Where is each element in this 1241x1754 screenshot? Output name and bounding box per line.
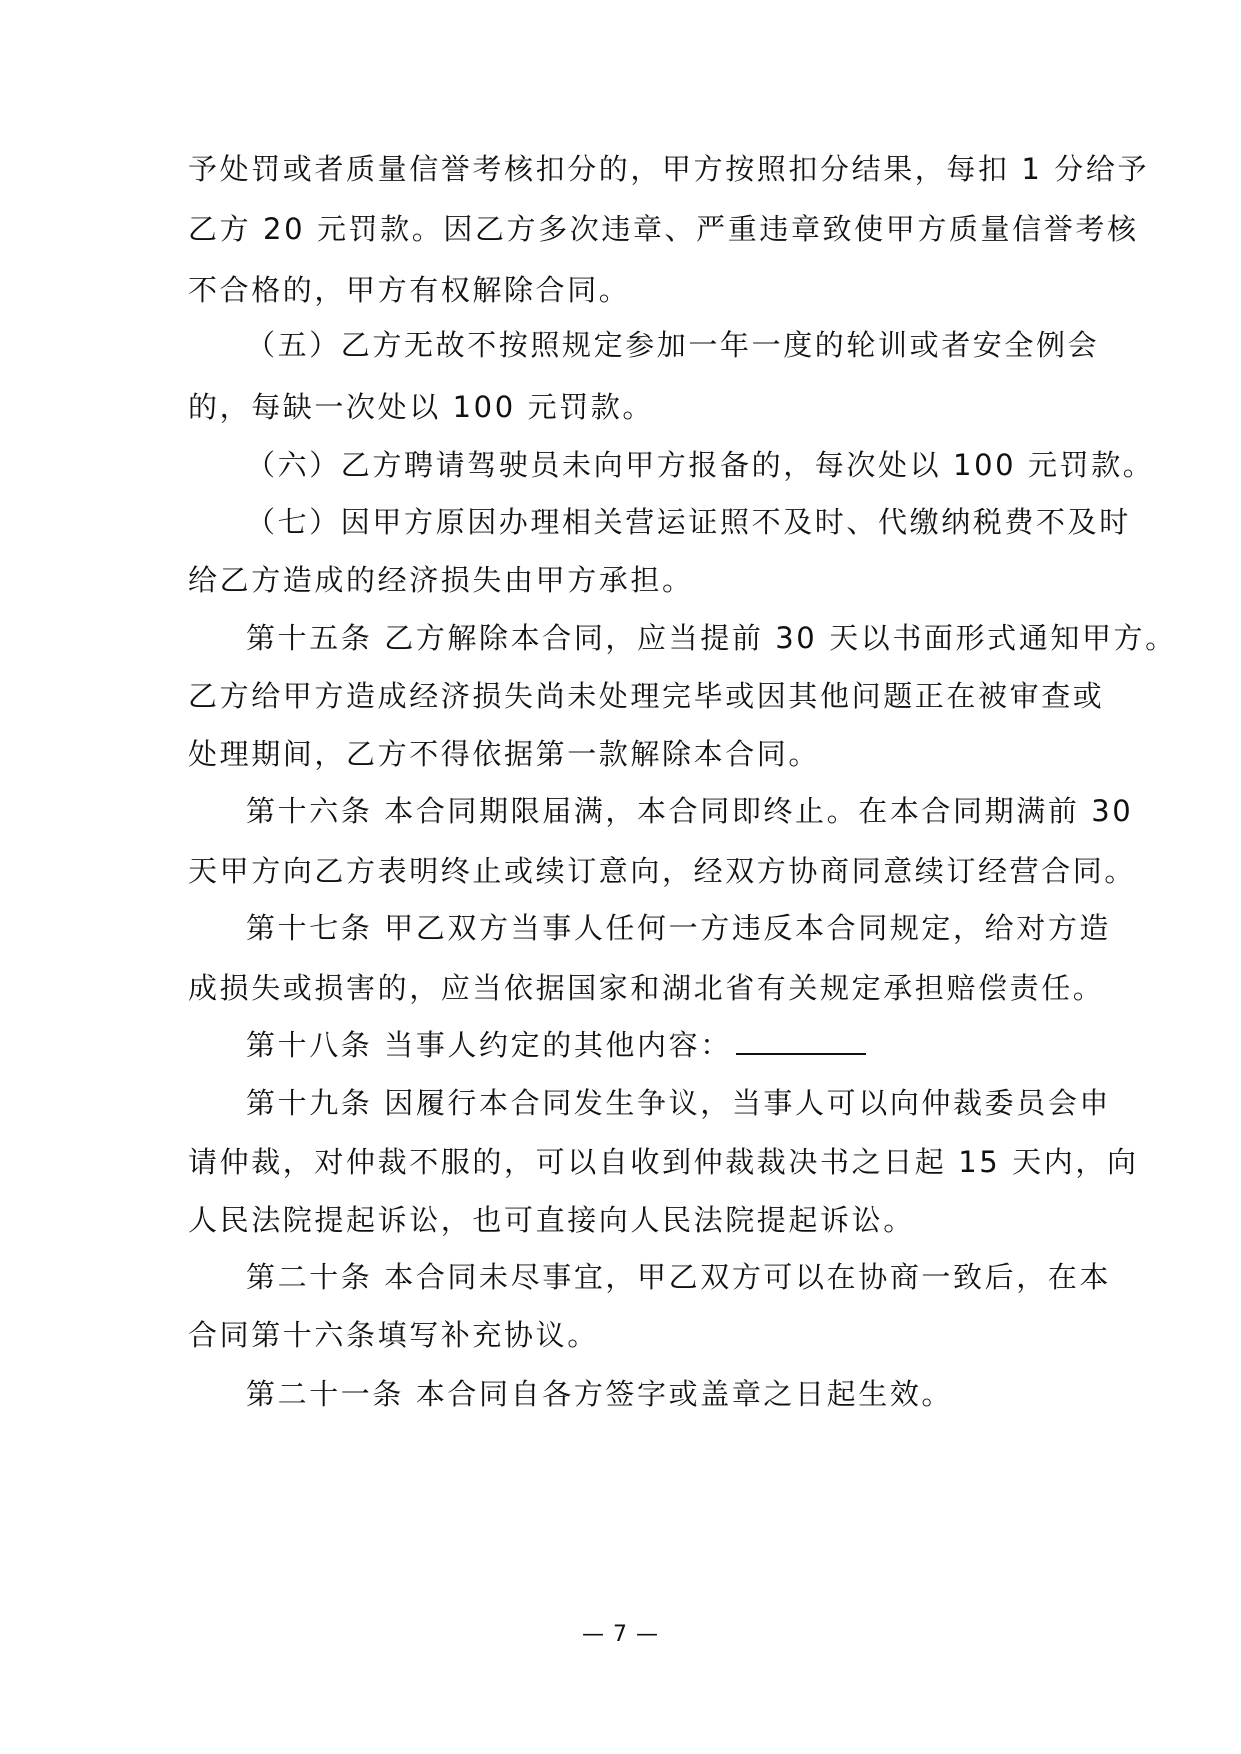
text-line-content: 天甲方向乙方表明终止或续订意向，经双方协商同意续订经营合同。 bbox=[188, 854, 1137, 888]
text-line bbox=[246, 1023, 866, 1064]
text-line-content: 第十五条 乙方解除本合同，应当提前 30 天以书面形式通知甲方。 bbox=[246, 621, 1177, 655]
text-line bbox=[246, 1081, 1111, 1122]
text-line-content: 处理期间，乙方不得依据第一款解除本合同。 bbox=[188, 737, 821, 771]
text-line-content: 合同第十六条填写补充协议。 bbox=[188, 1318, 599, 1352]
text-line bbox=[188, 966, 1104, 1007]
text-line-content: 的，每缺一次处以 100 元罚款。 bbox=[188, 390, 654, 424]
text-line-content: 第二十一条 本合同自各方签字或盖章之日起生效。 bbox=[246, 1377, 954, 1411]
text-line-content: 予处罚或者质量信誉考核扣分的，甲方按照扣分结果，每扣 1 分给予 bbox=[188, 152, 1150, 186]
text-line bbox=[188, 732, 820, 773]
text-line-content: 乙方给甲方造成经济损失尚未处理完毕或因其他问题正在被审查或 bbox=[188, 679, 1105, 713]
text-line bbox=[246, 323, 1099, 364]
text-line-content: 第十九条 因履行本合同发生争议，当事人可以向仲裁委员会申 bbox=[246, 1086, 1112, 1120]
text-line-content: （七）因甲方原因办理相关营运证照不及时、代缴纳税费不及时 bbox=[246, 505, 1131, 539]
text-line bbox=[188, 674, 1104, 715]
text-line-content: 请仲裁，对仲裁不服的，可以自收到仲裁裁决书之日起 15 天内，向 bbox=[188, 1145, 1139, 1179]
text-line bbox=[246, 500, 1131, 541]
text-line-content: （五）乙方无故不按照规定参加一年一度的轮训或者安全例会 bbox=[246, 328, 1100, 362]
text-line-content: （六）乙方聘请驾驶员未向甲方报备的，每次处以 100 元罚款。 bbox=[246, 448, 1155, 482]
text-line-content: 乙方 20 元罚款。因乙方多次违章、严重违章致使甲方质量信誉考核 bbox=[188, 212, 1139, 246]
text-line-content: 第十六条 本合同期限届满，本合同即终止。在本合同期满前 30 bbox=[246, 794, 1134, 828]
text-line bbox=[188, 147, 1149, 188]
text-line bbox=[246, 443, 1154, 484]
text-line bbox=[188, 1198, 915, 1239]
page-number: — 7 — bbox=[582, 1622, 659, 1647]
text-line-content: 第十八条 当事人约定的其他内容： bbox=[246, 1028, 732, 1062]
text-line-content: 第二十条 本合同未尽事宜，甲乙双方可以在协商一致后，在本 bbox=[246, 1260, 1112, 1294]
text-line bbox=[246, 1255, 1111, 1296]
text-line bbox=[188, 385, 654, 426]
text-line bbox=[188, 558, 694, 599]
text-line bbox=[188, 1140, 1139, 1181]
text-line-content: 不合格的，甲方有权解除合同。 bbox=[188, 273, 631, 307]
text-line-content: 成损失或损害的，应当依据国家和湖北省有关规定承担赔偿责任。 bbox=[188, 971, 1105, 1005]
text-line bbox=[246, 789, 1133, 830]
text-line bbox=[188, 268, 630, 309]
text-line bbox=[246, 616, 1177, 657]
text-line-content: 第十七条 甲乙双方当事人任何一方违反本合同规定，给对方造 bbox=[246, 911, 1112, 945]
fill-in-blank bbox=[736, 1027, 866, 1055]
text-line bbox=[246, 1372, 953, 1413]
text-line-content: 给乙方造成的经济损失由甲方承担。 bbox=[188, 563, 694, 597]
text-line-content: 人民法院提起诉讼，也可直接向人民法院提起诉讼。 bbox=[188, 1203, 915, 1237]
text-line bbox=[188, 207, 1139, 248]
text-line bbox=[188, 1313, 599, 1354]
text-line bbox=[188, 849, 1136, 890]
text-line bbox=[246, 906, 1111, 947]
